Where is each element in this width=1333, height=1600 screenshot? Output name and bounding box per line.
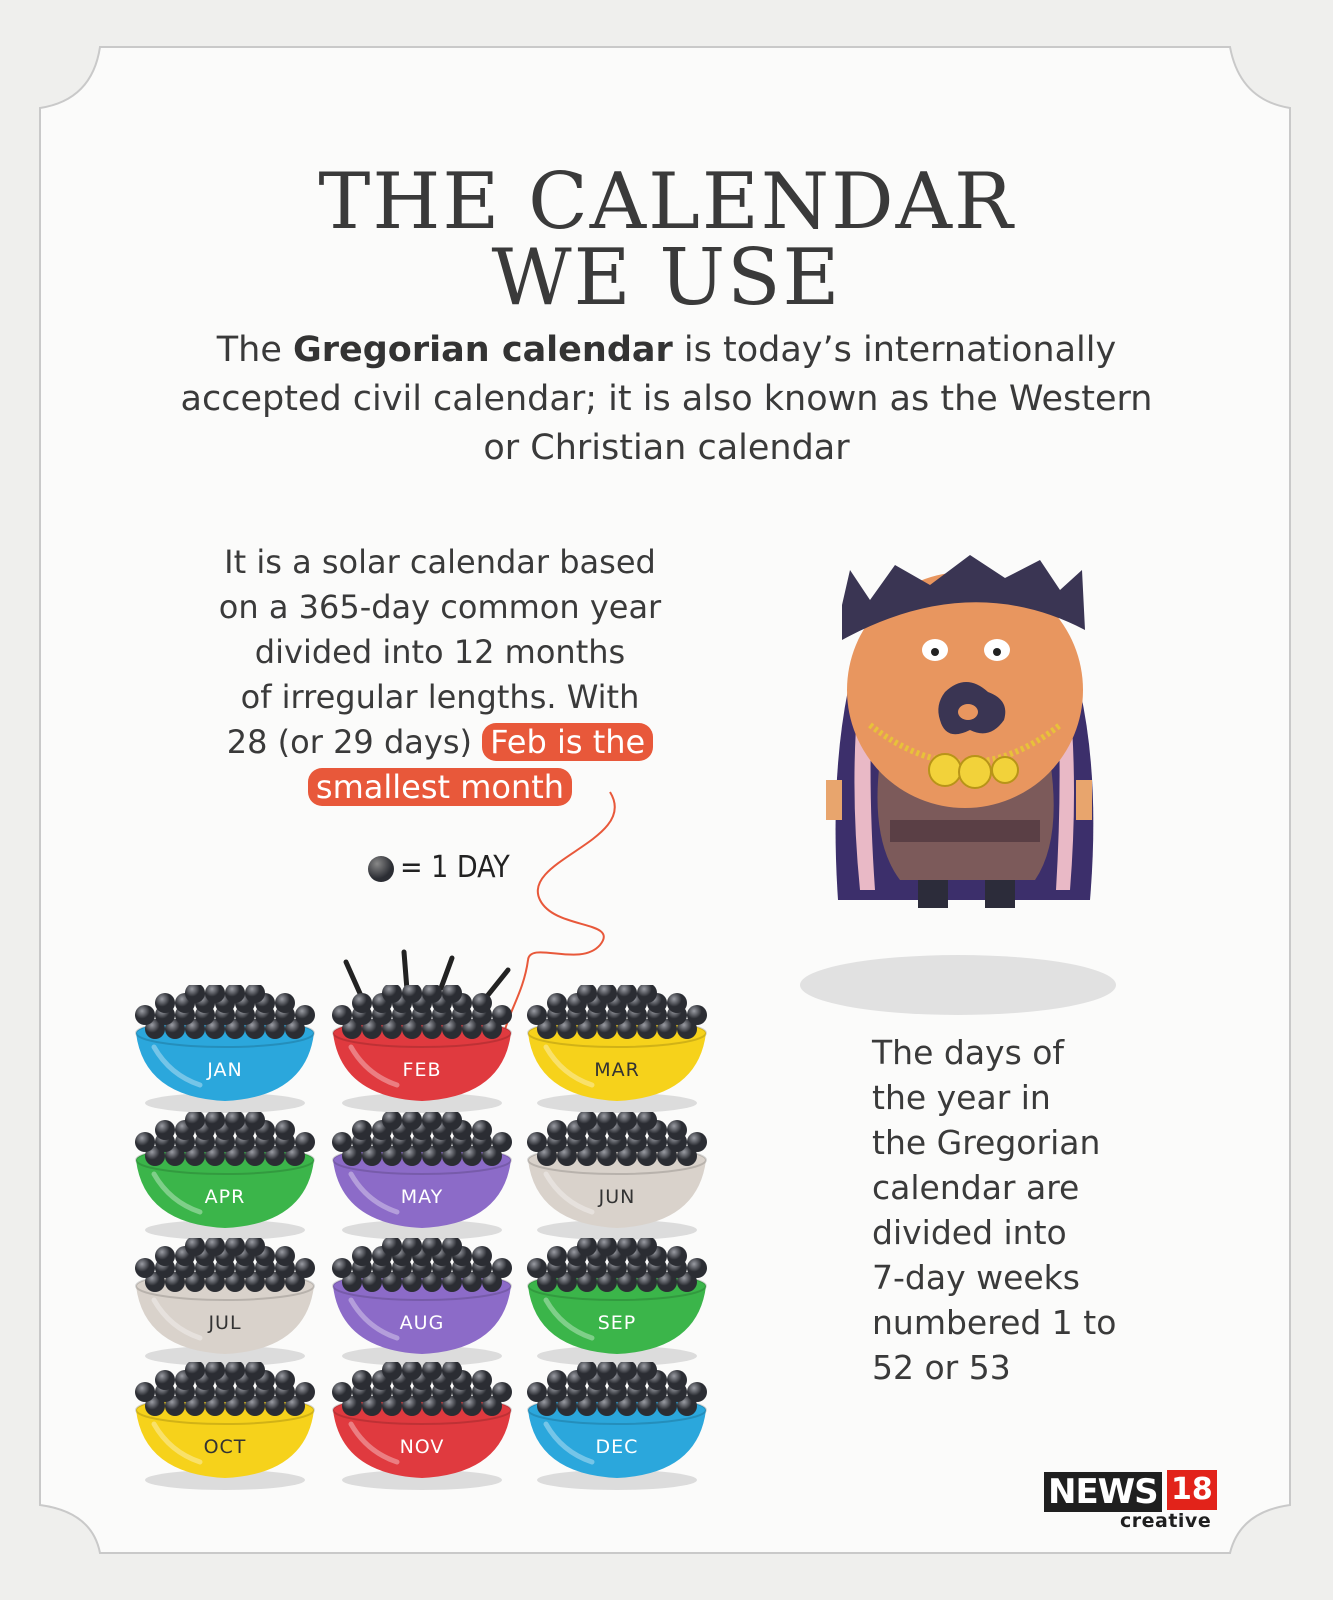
- bowl-feb: [327, 985, 517, 1115]
- bowl-label: MAY: [400, 1186, 444, 1208]
- feb-highlight: Feb is the: [482, 723, 653, 761]
- bowl-oct: [130, 1362, 320, 1492]
- solar-line: It is a solar calendar based: [224, 543, 656, 581]
- bowl-label: APR: [204, 1186, 246, 1208]
- bowl-label: DEC: [595, 1436, 639, 1458]
- bowl-label: AUG: [399, 1312, 445, 1334]
- page-title-line-2: WE USE: [491, 233, 842, 323]
- bowl-label: JAN: [207, 1059, 243, 1081]
- bowl-jun: [522, 1112, 712, 1242]
- bowl-mar: [522, 985, 712, 1115]
- bowl-dec: [522, 1362, 712, 1492]
- news18-logo: [1044, 1470, 1214, 1540]
- bowl-jul: [130, 1238, 320, 1368]
- bowl-may: [327, 1112, 517, 1242]
- weeks-line: 52 or 53: [872, 1348, 1011, 1387]
- weeks-line: calendar are: [872, 1168, 1080, 1207]
- bowl-label: NOV: [399, 1436, 445, 1458]
- logo-news: NEWS: [1044, 1472, 1162, 1512]
- weeks-line: numbered 1 to: [872, 1303, 1117, 1342]
- page-title-line-1: THE CALENDAR: [318, 157, 1015, 247]
- bowl-label: MAR: [594, 1059, 640, 1081]
- bowl-label: SEP: [597, 1312, 637, 1334]
- intro-text-before: The: [216, 330, 294, 370]
- bowl-label: JUN: [598, 1186, 636, 1208]
- logo-18: 18: [1167, 1470, 1217, 1510]
- weeks-line: The days of: [872, 1033, 1065, 1072]
- bowl-aug: [327, 1238, 517, 1368]
- bowl-apr: [130, 1112, 320, 1242]
- intro-text-after: is today’s internationally accepted civil calendar; it is also known as the Western or Christian calendar: [180, 330, 1153, 468]
- bowl-sep: [522, 1238, 712, 1368]
- weeks-line: 7-day weeks: [872, 1258, 1080, 1297]
- logo-creative: creative: [1120, 1510, 1212, 1532]
- bowl-nov: [327, 1362, 517, 1492]
- legend-text: = 1 DAY: [400, 850, 510, 885]
- feb-highlight: smallest month: [308, 768, 572, 806]
- bowl-label: OCT: [203, 1436, 247, 1458]
- bowl-jan: [130, 985, 320, 1115]
- character-illustration: [826, 555, 1093, 908]
- solar-line: 28 (or 29 days): [226, 723, 472, 761]
- weeks-line: the Gregorian: [872, 1123, 1101, 1162]
- solar-line: of irregular lengths. With: [240, 678, 640, 716]
- character-shadow: [800, 955, 1116, 1015]
- solar-calendar-paragraph: [190, 540, 690, 810]
- solar-line: divided into 12 months: [254, 633, 626, 671]
- bowl-label: FEB: [402, 1059, 442, 1081]
- ball-icon: [368, 856, 394, 882]
- intro-paragraph: [180, 326, 1153, 473]
- intro-bold-term: Gregorian calendar: [293, 330, 673, 370]
- weeks-line: the year in: [872, 1078, 1051, 1117]
- weeks-paragraph: [872, 1030, 1172, 1390]
- bowl-label: JUL: [208, 1312, 242, 1334]
- solar-line: on a 365-day common year: [218, 588, 662, 626]
- weeks-line: divided into: [872, 1213, 1067, 1252]
